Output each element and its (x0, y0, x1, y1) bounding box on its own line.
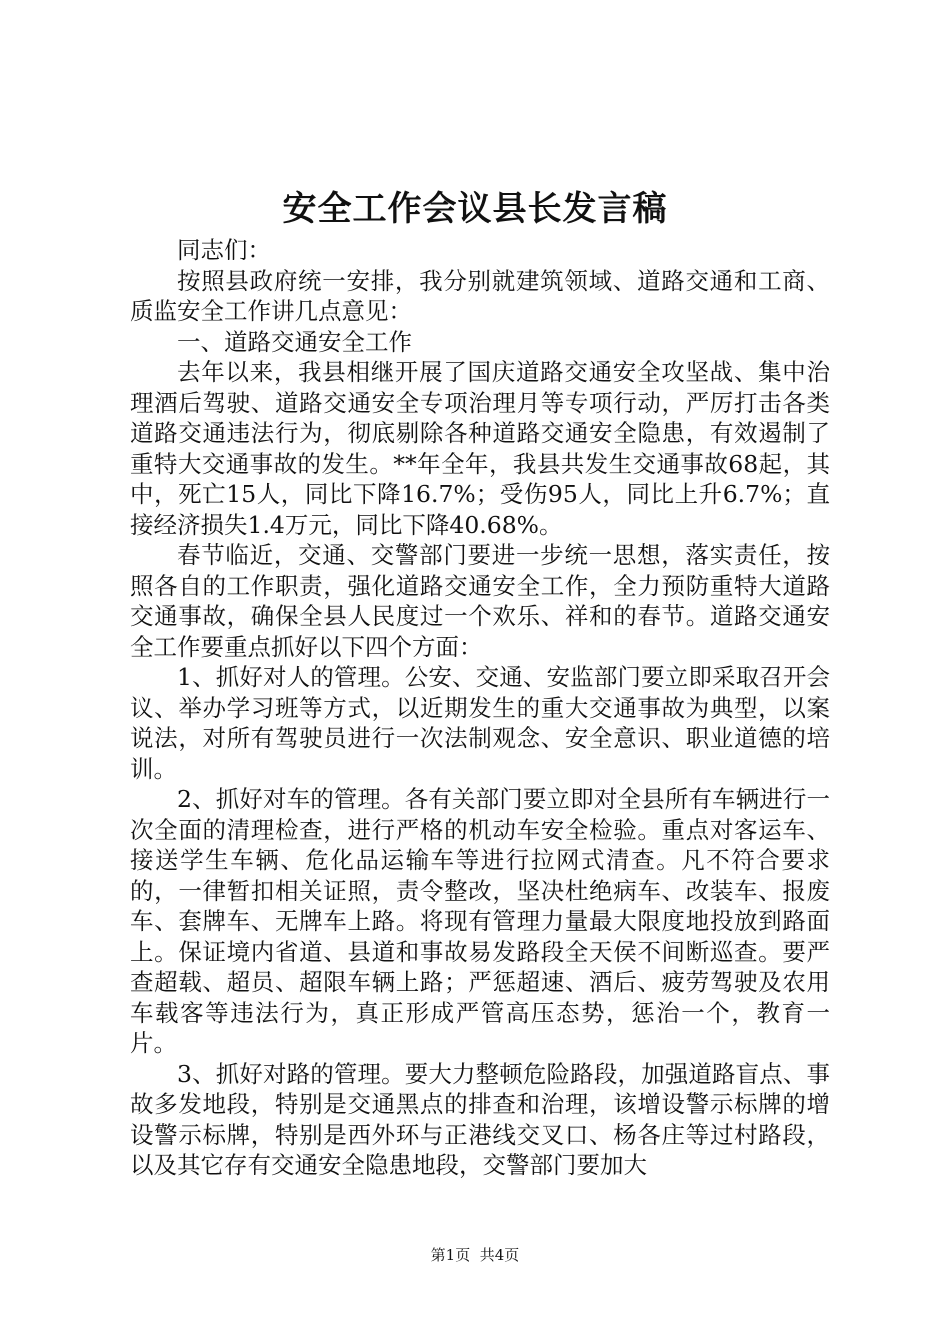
page-total: 共4页 (479, 1246, 520, 1264)
document-body (130, 235, 830, 1181)
body-paragraph: 去年以来，我县相继开展了国庆道路交通安全攻坚战、集中治理酒后驾驶、道路交通安全专项治理月等专项行动，严厉打击各类道路交通违法行为，彻底剔除各种道路交通安全隐患，有效遏制了重特大交通事故的发生。**年全年，我县共发生交通事故68起，其中，死亡15人，同比下降16.7%；受伤95人，同比上升6.7%；直接经济损失1.4万元，同比下降40.68%。 (130, 358, 830, 539)
body-paragraph: 春节临近，交通、交警部门要进一步统一思想，落实责任，按照各自的工作职责，强化道路交通安全工作，全力预防重特大道路交通事故，确保全县人民度过一个欢乐、祥和的春节。道路交通安全工作要重点抓好以下四个方面： (130, 541, 830, 661)
list-item-paragraph: 3、抓好对路的管理。要大力整顿危险路段，加强道路盲点、事故多发地段，特别是交通黑点的排查和治理，该增设警示标牌的增设警示标牌，特别是西外环与正港线交叉口、杨各庄等过村路段，以及其它存有交通安全隐患地段，交警部门要加大 (130, 1059, 830, 1179)
document-title: 安全工作会议县长发言稿 (282, 189, 668, 229)
intro-paragraph: 按照县政府统一安排，我分别就建筑领域、道路交通和工商、质监安全工作讲几点意见： (130, 266, 830, 325)
footer-separator (470, 1246, 480, 1264)
greeting-paragraph: 同志们： (177, 236, 271, 264)
section-heading: 一、道路交通安全工作 (177, 327, 412, 356)
list-item-paragraph: 2、抓好对车的管理。各有关部门要立即对全县所有车辆进行一次全面的清理检查，进行严格的机动车安全检验。重点对客运车、接送学生车辆、危化品运输车等进行拉网式清查。凡不符合要求的，一律暂扣相关证照，责令整改，坚决杜绝病车、改装车、报废车、套牌车、无牌车上路。将现有管理力量最大限度地投放到路面上。保证境内省道、县道和事故易发路段全天侯不间断巡查。要严查超载、超员、超限车辆上路；严惩超速、酒后、疲劳驾驶及农用车载客等违法行为，真正形成严管高压态势，惩治一个，教育一片。 (130, 785, 830, 1057)
list-item-paragraph: 1、抓好对人的管理。公安、交通、安监部门要立即采取召开会议、举办学习班等方式，以近期发生的重大交通事故为典型，以案说法，对所有驾驶员进行一次法制观念、安全意识、职业道德的培训。 (130, 663, 830, 783)
page-number: 第1页 (430, 1246, 471, 1264)
page-footer (0, 1245, 950, 1265)
